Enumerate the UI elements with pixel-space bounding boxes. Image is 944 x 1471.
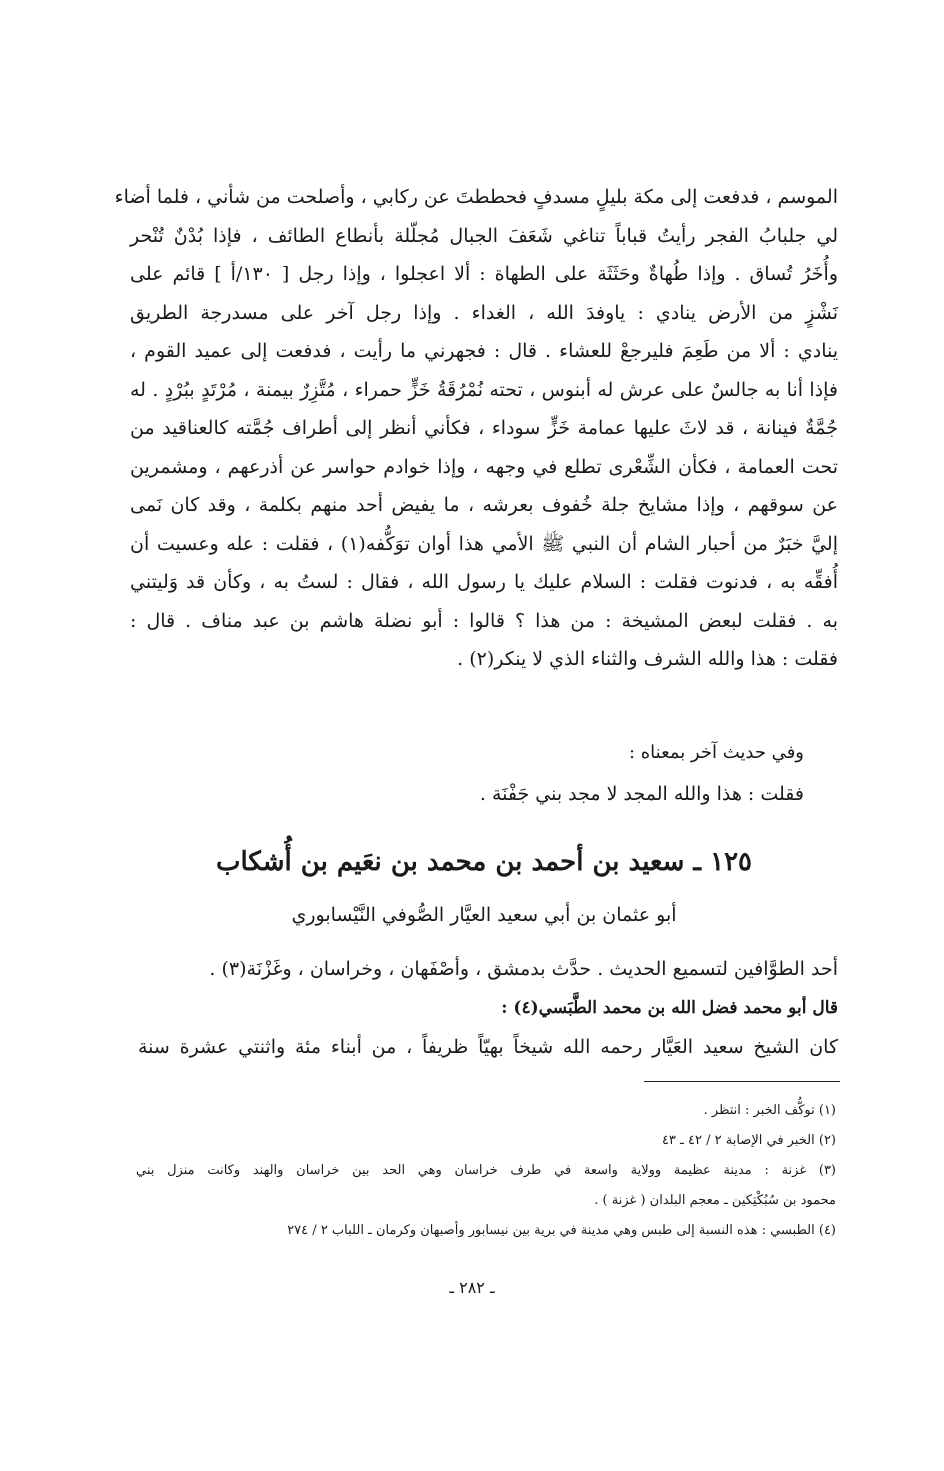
footnotes <box>136 1096 836 1246</box>
text-line: تحت العمامة ، فكأن الشِّعْرى تطلع في وجهه ، وإذا خوادم حواسر عن أذرعهم ، ومشمرين <box>130 455 838 478</box>
entry-line: كان الشيخ سعيد العَيَّار رحمه الله شيخاً بهيّاً ظريفاً ، من أبناء مئة واثنتي عشرة سنة <box>138 1036 838 1058</box>
text-line: جُمَّةٌ فينانة ، قد لاثَ عليها عمامة خَزٍّ سوداء ، فكأني أنظر إلى أطراف جُمَّته كالعناقيد من <box>130 417 838 439</box>
text-line: فإذا أنا به جالسٌ على عرش له أبنوس ، تحته نُمْرُقَةُ خَزٍّ حمراء ، مُتَّزِرٌ بيمنة ، مُرْتَدٍ ببُرْدٍ . له <box>130 378 838 401</box>
footnote: (٤) الطبسي : هذه النسبة إلى طبس وهي مدينة في برية بين نيسابور وأصبهان وكرمان ـ اللباب ٢ / ٢٧٤ <box>287 1223 836 1238</box>
footnote: (٢) الخبر في الإصابة ٢ / ٤٢ ـ ٤٣ <box>661 1133 836 1148</box>
entry-subtitle: أبو عثمان بن أبي سعيد العيَّار الصُّوفي النَّيْسابوري <box>291 904 677 926</box>
page-number: ـ ٢٨٢ ـ <box>449 1278 495 1297</box>
text-line: إليَّ خبَرٌ من أحبار الشام أن النبي ﷺ الأمي هذا أوان توَكُّفه(١) ، فقلت : عله وعسيت أن <box>130 532 838 555</box>
text-line: فقلت : هذا والله الشرف والثناء الذي لا ينكر(٢) . <box>457 648 838 670</box>
quote-line: فقلت : هذا والله المجد لا مجد بني جَفْنَة . <box>479 783 804 805</box>
quote-intro: وفي حديث آخر بمعناه : <box>628 742 804 763</box>
entry-body <box>138 950 838 1067</box>
footnote: (٣) غزنة : مدينة عظيمة وولاية واسعة في طرف خراسان وهي الحد بين خراسان والهند وكانت منزل بني <box>136 1163 836 1178</box>
entry-title: ١٢٥ ـ سعيد بن أحمد بن محمد بن نعَيم بن أُشكاب <box>215 847 753 877</box>
text-line: الموسم ، فدفعت إلى مكة بليلٍ مسدفٍ فحططتَ عن ركابي ، وأصلحت من شأني ، فلما أضاء <box>114 186 838 208</box>
footnote-divider <box>644 1081 840 1082</box>
footnote: محمود بن سُبُكْتِكين ـ معجم البلدان ( غزنة ) . <box>594 1193 836 1208</box>
entry-line: أحد الطوَّافين لتسميع الحديث . حدَّث بدمشق ، وأصْفَهان ، وخراسان ، وغَزْنَة(٣) . <box>209 958 838 980</box>
text-line: لي جلبابُ الفجر رأيتُ قباباً تناغي شَعَفَ الجبال مُجلّلة بأنطاع الطائف ، فإذا بُدْنٌ تُنْحر <box>130 224 838 247</box>
footnote: (١) توكُّف الخبر : انتظر . <box>703 1103 836 1118</box>
text-line: وأُخَرُ تُساق . وإذا طُهاةٌ وحَثَثَة على الطهاة : ألا اعجلوا ، وإذا رجل [ ١٣٠/أ ] قائم على <box>130 263 838 285</box>
text-line: نَشْزٍ من الأرض ينادي : ياوفدَ الله ، الغداء . وإذا رجل آخر على مسدرجة الطريق <box>130 301 838 324</box>
text-line: به . فقلت لبعض المشيخة : من هذا ؟ قالوا : أبو نضلة هاشم بن عبد مناف . قال : <box>130 609 838 632</box>
main-text-block <box>114 178 838 679</box>
text-line: ينادي : ألا من طَعِمَ فليرجعْ للعشاء . قال : فجهرني ما رأيت ، فدفعت إلى عميد القوم ، <box>130 340 838 362</box>
text-line: أُفقِّه به ، فدنوت فقلت : السلام عليك يا رسول الله ، فقال : لستُ به ، وكأن قد وَليتني <box>130 571 838 593</box>
text-line: عن سوقهم ، وإذا مشايخ جلة خُفوف بعرشه ، ما يفيض أحد منهم بكلمة ، وقد كان نَمى <box>130 494 838 516</box>
entry-line: قال أبو محمد فضل الله بن محمد الطَّبَسي(٤) : <box>501 998 838 1018</box>
